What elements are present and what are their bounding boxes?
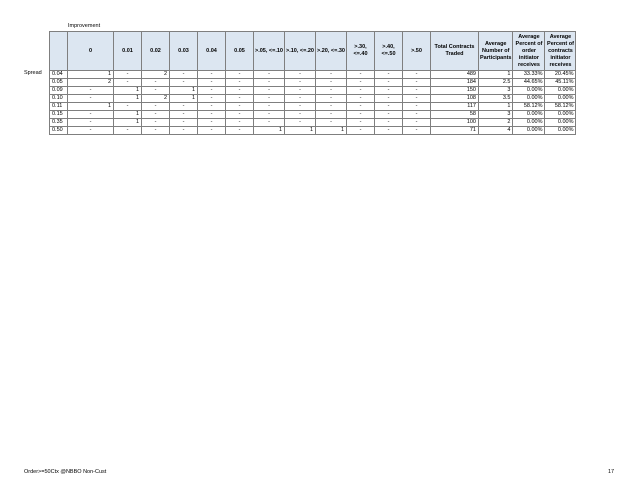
- table-cell: -: [375, 103, 403, 111]
- table-cell: -: [254, 111, 285, 119]
- table-cell: 1: [254, 127, 285, 135]
- column-header: >.40, <=.50: [375, 32, 403, 71]
- table-cell: -: [375, 95, 403, 103]
- table-cell: -: [375, 79, 403, 87]
- table-cell: -: [347, 127, 375, 135]
- table-cell: -: [316, 79, 347, 87]
- table-cell: -: [285, 111, 316, 119]
- table-cell: -: [375, 87, 403, 95]
- table-cell: -: [254, 103, 285, 111]
- spread-cell: 0.09: [50, 87, 68, 95]
- table-cell: -: [403, 79, 431, 87]
- spread-label: Spread: [24, 70, 42, 76]
- table-cell: -: [403, 71, 431, 79]
- table-cell: -: [170, 103, 198, 111]
- column-header: Average Percent of contracts initiator receives: [545, 32, 576, 71]
- table-cell: -: [254, 95, 285, 103]
- table-cell: 3.5: [479, 95, 513, 103]
- table-cell: -: [226, 87, 254, 95]
- table-cell: -: [68, 127, 114, 135]
- table-cell: 184: [431, 79, 479, 87]
- table-cell: -: [254, 79, 285, 87]
- table-cell: 1: [170, 95, 198, 103]
- spread-cell: 0.05: [50, 79, 68, 87]
- table-cell: -: [375, 127, 403, 135]
- table-row: [50, 87, 576, 95]
- table-cell: -: [142, 87, 170, 95]
- table-cell: -: [316, 111, 347, 119]
- table-cell: 33.33%: [513, 71, 545, 79]
- table-cell: -: [347, 95, 375, 103]
- header-row: [50, 32, 576, 71]
- table-cell: -: [316, 103, 347, 111]
- table-cell: 1: [114, 95, 142, 103]
- table-cell: -: [403, 127, 431, 135]
- table-cell: 2.5: [479, 79, 513, 87]
- table-cell: -: [403, 111, 431, 119]
- table-cell: 2: [68, 79, 114, 87]
- table-cell: -: [142, 127, 170, 135]
- table-cell: -: [198, 79, 226, 87]
- table-cell: -: [142, 119, 170, 127]
- table-cell: -: [375, 119, 403, 127]
- column-header: >.05, <=.10: [254, 32, 285, 71]
- column-header: >.50: [403, 32, 431, 71]
- column-header: 0: [68, 32, 114, 71]
- spread-cell: 0.04: [50, 71, 68, 79]
- table-cell: -: [347, 111, 375, 119]
- table-cell: -: [114, 103, 142, 111]
- column-header: >.20, <=.30: [316, 32, 347, 71]
- table-cell: -: [254, 87, 285, 95]
- table-cell: -: [254, 71, 285, 79]
- table-cell: 0.00%: [513, 95, 545, 103]
- spread-improvement-table: [49, 31, 576, 135]
- spread-cell: 0.35: [50, 119, 68, 127]
- table-cell: 1: [479, 71, 513, 79]
- table-cell: -: [170, 71, 198, 79]
- table-cell: -: [226, 71, 254, 79]
- table-body: [50, 71, 576, 135]
- table-cell: 0.00%: [545, 95, 576, 103]
- table-cell: 0.00%: [545, 127, 576, 135]
- table-cell: 71: [431, 127, 479, 135]
- table-cell: -: [285, 119, 316, 127]
- table-cell: -: [375, 71, 403, 79]
- column-header: Average Number of Participants: [479, 32, 513, 71]
- table-cell: 58.12%: [545, 103, 576, 111]
- table-cell: -: [347, 79, 375, 87]
- table-cell: -: [198, 71, 226, 79]
- table-cell: -: [198, 95, 226, 103]
- spread-cell: 0.10: [50, 95, 68, 103]
- table-cell: 58: [431, 111, 479, 119]
- table-row: [50, 111, 576, 119]
- table-cell: 3: [479, 111, 513, 119]
- table-row: [50, 103, 576, 111]
- table-cell: -: [285, 103, 316, 111]
- table-cell: -: [226, 111, 254, 119]
- table-cell: 58.12%: [513, 103, 545, 111]
- table-cell: 1: [68, 71, 114, 79]
- column-header: Average Percent of order initiator receives: [513, 32, 545, 71]
- table-cell: 1: [479, 103, 513, 111]
- table-cell: -: [114, 79, 142, 87]
- improvement-label: Improvement: [68, 23, 101, 29]
- table-cell: 1: [114, 119, 142, 127]
- table-cell: 0.00%: [513, 111, 545, 119]
- table-cell: 1: [68, 103, 114, 111]
- column-header: >.30, <=.40: [347, 32, 375, 71]
- table-cell: -: [226, 127, 254, 135]
- table-cell: -: [68, 111, 114, 119]
- table-row: [50, 127, 576, 135]
- table-cell: -: [142, 103, 170, 111]
- column-header: 0.01: [114, 32, 142, 71]
- table-cell: -: [316, 119, 347, 127]
- page-number: 17: [608, 469, 615, 475]
- table-cell: -: [114, 127, 142, 135]
- footer-label: Order>=50Ctx @NBBO Non-Cust: [24, 469, 107, 475]
- table-cell: -: [68, 119, 114, 127]
- column-header: 0.03: [170, 32, 198, 71]
- table-cell: -: [375, 111, 403, 119]
- table-cell: -: [170, 127, 198, 135]
- table-cell: -: [198, 127, 226, 135]
- table-cell: 108: [431, 95, 479, 103]
- table-cell: 2: [479, 119, 513, 127]
- table-cell: -: [142, 111, 170, 119]
- column-header: >.10, <=.20: [285, 32, 316, 71]
- table-cell: -: [198, 111, 226, 119]
- table-cell: -: [142, 79, 170, 87]
- table-cell: 20.45%: [545, 71, 576, 79]
- table-cell: 2: [142, 95, 170, 103]
- table-cell: -: [403, 119, 431, 127]
- table-cell: 1: [114, 111, 142, 119]
- table-cell: -: [68, 87, 114, 95]
- table-cell: -: [170, 111, 198, 119]
- table-cell: -: [226, 79, 254, 87]
- spread-cell: 0.15: [50, 111, 68, 119]
- column-header: 0.02: [142, 32, 170, 71]
- table-cell: -: [226, 103, 254, 111]
- table-cell: 0.00%: [513, 87, 545, 95]
- table-cell: 2: [142, 71, 170, 79]
- table-cell: 4: [479, 127, 513, 135]
- table-cell: -: [68, 95, 114, 103]
- table-cell: 1: [170, 87, 198, 95]
- table-cell: -: [316, 87, 347, 95]
- column-header: 0.05: [226, 32, 254, 71]
- table-cell: -: [403, 95, 431, 103]
- table-cell: 0.00%: [545, 111, 576, 119]
- table-cell: 100: [431, 119, 479, 127]
- table-cell: 1: [316, 127, 347, 135]
- table-row: [50, 71, 576, 79]
- spread-cell: 0.50: [50, 127, 68, 135]
- table-cell: -: [347, 119, 375, 127]
- table-row: [50, 79, 576, 87]
- table-cell: 0.00%: [545, 87, 576, 95]
- table-cell: -: [198, 103, 226, 111]
- table-row: [50, 95, 576, 103]
- table-cell: -: [170, 79, 198, 87]
- table-cell: -: [347, 87, 375, 95]
- spread-cell: 0.11: [50, 103, 68, 111]
- table-cell: -: [347, 71, 375, 79]
- table-cell: -: [198, 87, 226, 95]
- table-cell: 0.00%: [513, 127, 545, 135]
- table-cell: 1: [285, 127, 316, 135]
- table-cell: -: [285, 71, 316, 79]
- table-cell: 489: [431, 71, 479, 79]
- table-cell: -: [170, 119, 198, 127]
- column-header: Total Contracts Traded: [431, 32, 479, 71]
- table-cell: 45.11%: [545, 79, 576, 87]
- table-cell: -: [403, 103, 431, 111]
- table-cell: -: [226, 119, 254, 127]
- table-cell: 44.65%: [513, 79, 545, 87]
- table-cell: -: [114, 71, 142, 79]
- table-row: [50, 119, 576, 127]
- table-cell: -: [347, 103, 375, 111]
- table-cell: -: [316, 71, 347, 79]
- table-cell: 150: [431, 87, 479, 95]
- column-header: [50, 32, 68, 71]
- table-cell: -: [198, 119, 226, 127]
- table-cell: -: [285, 87, 316, 95]
- column-header: 0.04: [198, 32, 226, 71]
- table-cell: -: [403, 87, 431, 95]
- table-cell: -: [285, 95, 316, 103]
- table-cell: -: [254, 119, 285, 127]
- table-cell: 3: [479, 87, 513, 95]
- table-cell: 117: [431, 103, 479, 111]
- table-cell: -: [226, 95, 254, 103]
- table-cell: 0.00%: [545, 119, 576, 127]
- table-cell: 1: [114, 87, 142, 95]
- table-cell: 0.00%: [513, 119, 545, 127]
- table-cell: -: [285, 79, 316, 87]
- table-cell: -: [316, 95, 347, 103]
